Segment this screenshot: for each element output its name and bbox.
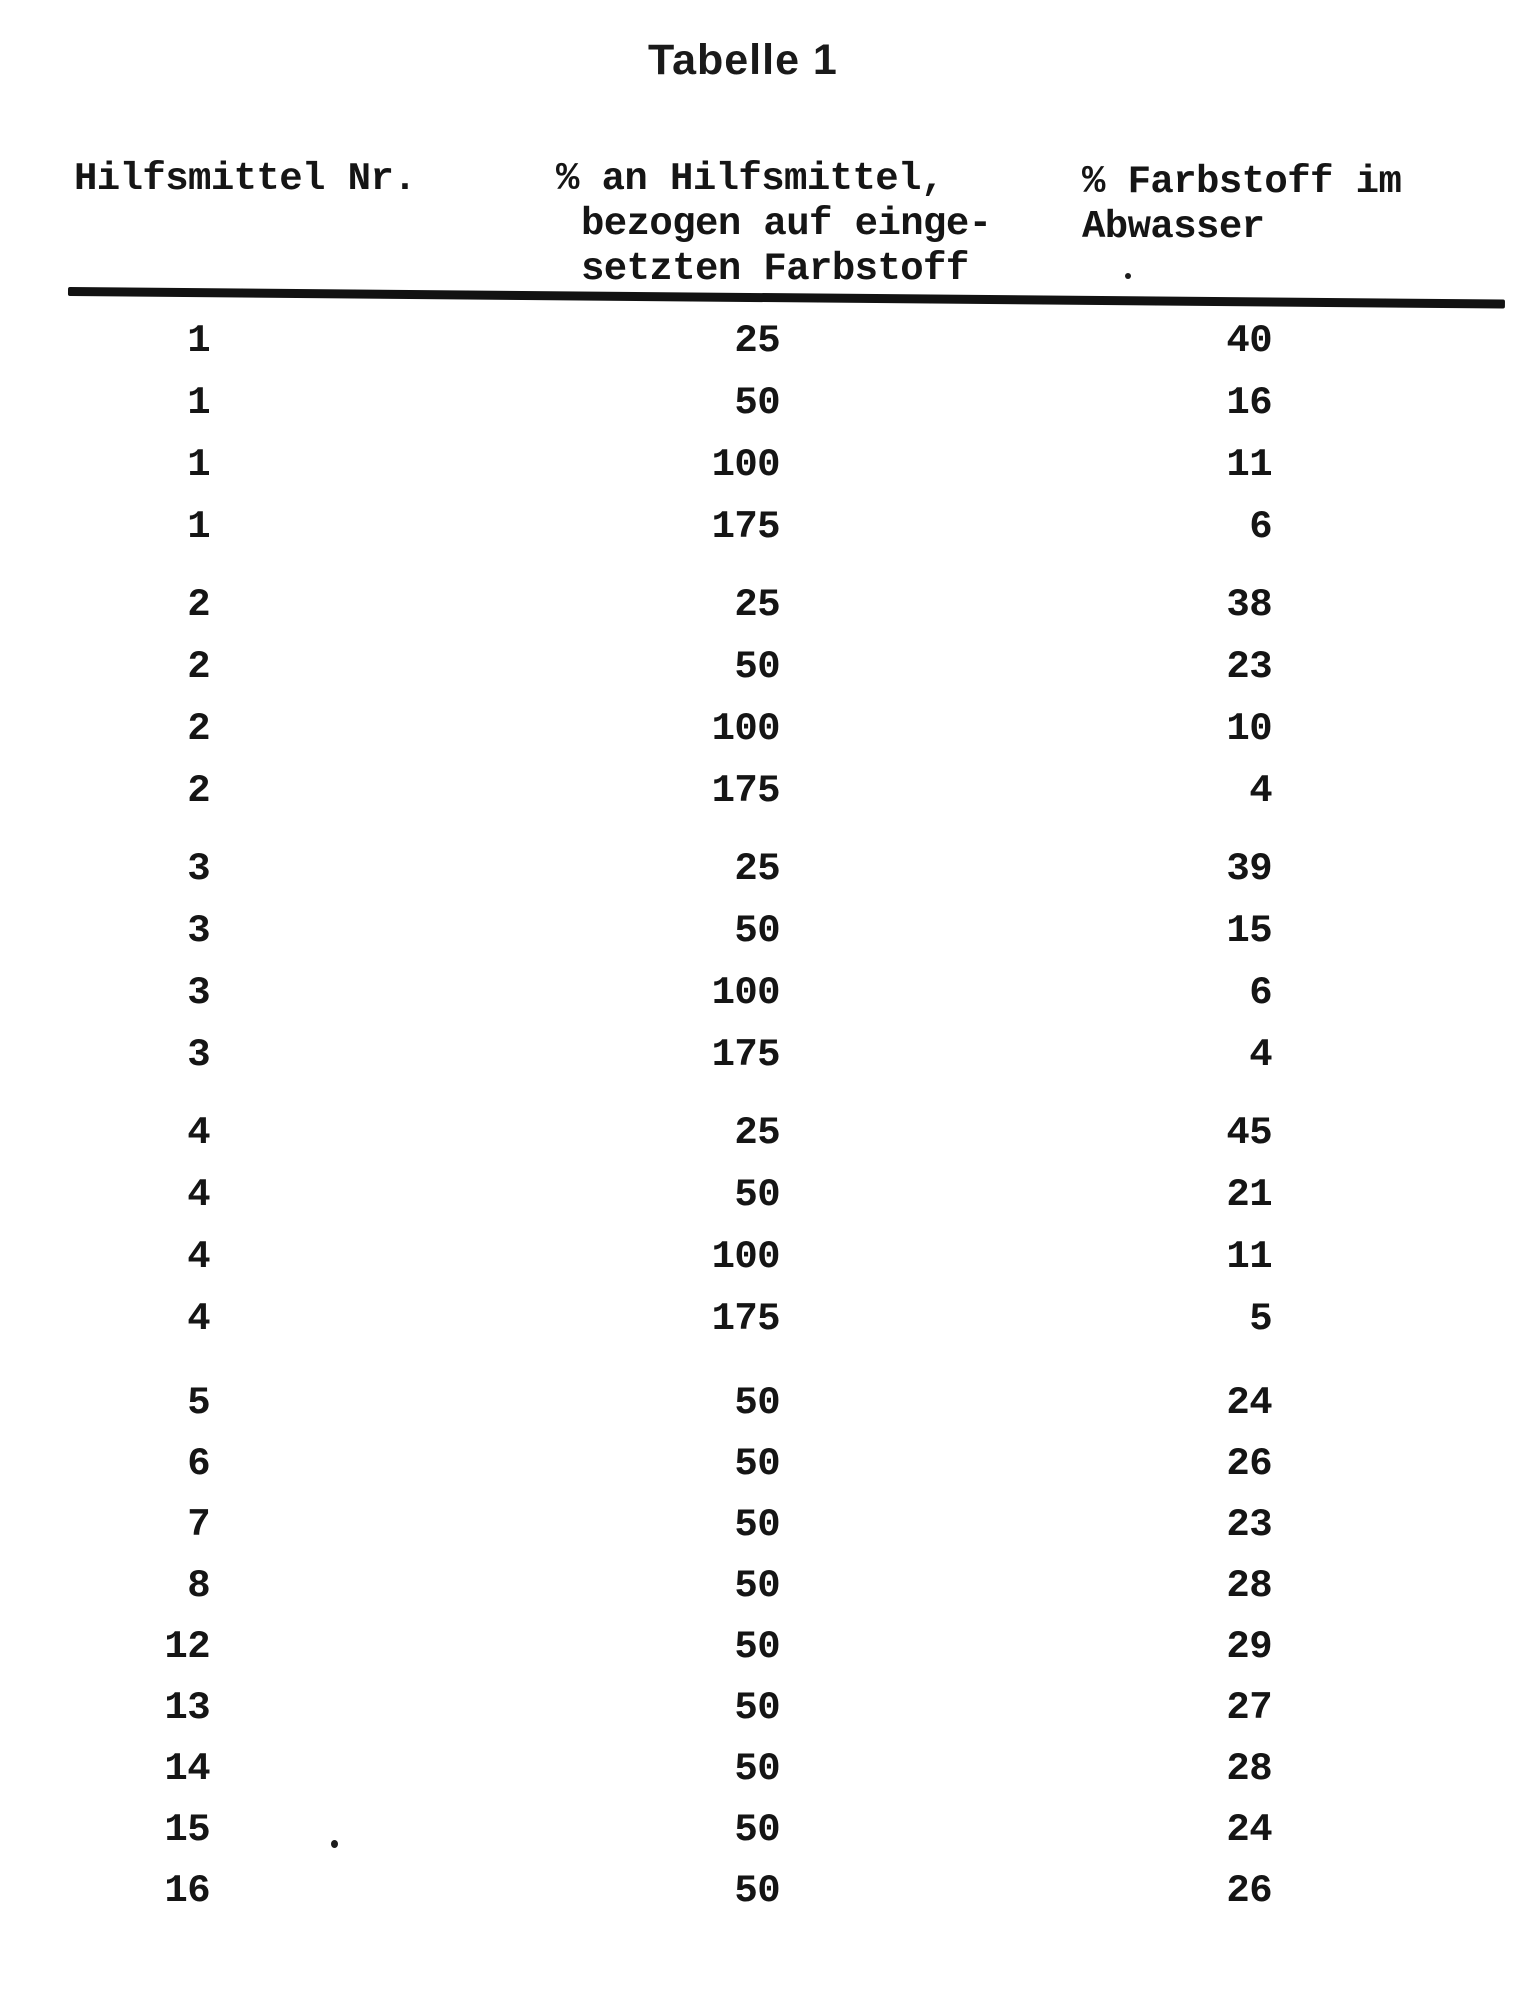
cell-hilfsmittel-pct: 50 [734,1380,780,1425]
cell-hilfsmittel-pct: 175 [711,769,780,813]
table-row [0,1226,1518,1288]
table-row [0,434,1518,496]
cell-hilfsmittel-nr: 16 [164,1868,210,1913]
cell-farbstoff-pct: 10 [1226,707,1272,751]
ink-speck [331,1840,338,1848]
cell-farbstoff-pct: 24 [1226,1380,1272,1425]
cell-hilfsmittel-nr: 4 [187,1297,210,1341]
table-row [0,698,1518,760]
cell-hilfsmittel-pct: 50 [734,1441,780,1486]
table-row [0,1164,1518,1226]
header-line: Hilfsmittel Nr. [74,157,417,201]
cell-hilfsmittel-pct: 50 [734,645,780,689]
cell-hilfsmittel-nr: 14 [164,1746,210,1791]
table-row [0,1288,1518,1350]
cell-hilfsmittel-nr: 7 [187,1502,210,1547]
cell-hilfsmittel-nr: 13 [164,1685,210,1730]
cell-hilfsmittel-pct: 50 [734,1685,780,1730]
header-line: bezogen auf einge- [581,202,992,246]
table-row [0,1494,1518,1555]
cell-farbstoff-pct: 28 [1226,1746,1272,1791]
table-row [0,636,1518,698]
table-row [0,496,1518,558]
table-row [0,1860,1518,1921]
cell-hilfsmittel-nr: 8 [187,1563,210,1608]
cell-hilfsmittel-pct: 25 [734,583,780,627]
cell-hilfsmittel-pct: 50 [734,909,780,953]
cell-hilfsmittel-pct: 100 [711,707,780,751]
cell-hilfsmittel-nr: 12 [164,1624,210,1669]
cell-farbstoff-pct: 21 [1226,1173,1272,1217]
cell-hilfsmittel-pct: 50 [734,1807,780,1852]
cell-hilfsmittel-pct: 175 [711,505,780,549]
cell-hilfsmittel-nr: 2 [187,707,210,751]
header-line: % an Hilfsmittel, [556,157,944,201]
table-row [0,1433,1518,1494]
cell-hilfsmittel-nr: 1 [187,443,210,487]
cell-farbstoff-pct: 4 [1249,769,1272,813]
table-row [0,1677,1518,1738]
column-header-hilfsmittel-pct [556,157,991,292]
table-row [0,1799,1518,1860]
table-row [0,1555,1518,1616]
table-row [0,1102,1518,1164]
cell-hilfsmittel-pct: 50 [734,1868,780,1913]
cell-farbstoff-pct: 29 [1226,1624,1272,1669]
table-row [0,1372,1518,1433]
table-row [0,962,1518,1024]
cell-farbstoff-pct: 39 [1226,847,1272,891]
cell-hilfsmittel-nr: 3 [187,1033,210,1077]
header-line: Abwasser [1082,205,1265,249]
cell-farbstoff-pct: 28 [1226,1563,1272,1608]
column-header-hilfsmittel-nr [74,157,416,202]
table-row [0,838,1518,900]
cell-farbstoff-pct: 26 [1226,1868,1272,1913]
cell-farbstoff-pct: 11 [1226,1235,1272,1279]
cell-farbstoff-pct: 5 [1249,1297,1272,1341]
table-title: Tabelle 1 [648,36,838,84]
cell-hilfsmittel-pct: 50 [734,1563,780,1608]
cell-hilfsmittel-pct: 50 [734,381,780,425]
cell-hilfsmittel-nr: 3 [187,847,210,891]
cell-hilfsmittel-pct: 25 [734,1111,780,1155]
cell-hilfsmittel-nr: 1 [187,381,210,425]
table-row [0,1024,1518,1086]
cell-hilfsmittel-pct: 25 [734,319,780,363]
cell-hilfsmittel-nr: 3 [187,909,210,953]
cell-farbstoff-pct: 11 [1226,443,1272,487]
cell-hilfsmittel-pct: 50 [734,1746,780,1791]
cell-hilfsmittel-pct: 50 [734,1502,780,1547]
cell-hilfsmittel-pct: 25 [734,847,780,891]
cell-hilfsmittel-nr: 3 [187,971,210,1015]
table-row [0,760,1518,822]
cell-farbstoff-pct: 15 [1226,909,1272,953]
cell-farbstoff-pct: 23 [1226,1502,1272,1547]
header-line: setzten Farbstoff [581,247,969,291]
cell-hilfsmittel-nr: 4 [187,1173,210,1217]
table-row [0,1616,1518,1677]
table-row [0,372,1518,434]
cell-hilfsmittel-pct: 100 [711,443,780,487]
cell-farbstoff-pct: 24 [1226,1807,1272,1852]
table-row [0,574,1518,636]
column-header-farbstoff-abwasser [1082,160,1401,250]
cell-farbstoff-pct: 45 [1226,1111,1272,1155]
cell-hilfsmittel-pct: 50 [734,1624,780,1669]
cell-hilfsmittel-nr: 1 [187,505,210,549]
cell-hilfsmittel-nr: 4 [187,1111,210,1155]
cell-hilfsmittel-nr: 2 [187,769,210,813]
cell-hilfsmittel-nr: 15 [164,1807,210,1852]
header-line: % Farbstoff im [1082,160,1402,204]
cell-farbstoff-pct: 4 [1249,1033,1272,1077]
table-body [0,310,1518,1921]
cell-farbstoff-pct: 27 [1226,1685,1272,1730]
cell-hilfsmittel-pct: 100 [711,1235,780,1279]
table-row [0,900,1518,962]
cell-hilfsmittel-nr: 5 [187,1380,210,1425]
cell-farbstoff-pct: 40 [1226,319,1272,363]
ink-speck [1125,273,1131,279]
cell-hilfsmittel-pct: 100 [711,971,780,1015]
cell-hilfsmittel-nr: 6 [187,1441,210,1486]
cell-farbstoff-pct: 6 [1249,971,1272,1015]
cell-hilfsmittel-pct: 50 [734,1173,780,1217]
cell-hilfsmittel-nr: 2 [187,583,210,627]
cell-farbstoff-pct: 6 [1249,505,1272,549]
cell-farbstoff-pct: 26 [1226,1441,1272,1486]
cell-hilfsmittel-nr: 1 [187,319,210,363]
cell-hilfsmittel-nr: 4 [187,1235,210,1279]
cell-hilfsmittel-pct: 175 [711,1033,780,1077]
cell-hilfsmittel-pct: 175 [711,1297,780,1341]
cell-farbstoff-pct: 23 [1226,645,1272,689]
cell-farbstoff-pct: 16 [1226,381,1272,425]
cell-farbstoff-pct: 38 [1226,583,1272,627]
cell-hilfsmittel-nr: 2 [187,645,210,689]
table-row [0,1738,1518,1799]
table-row [0,310,1518,372]
